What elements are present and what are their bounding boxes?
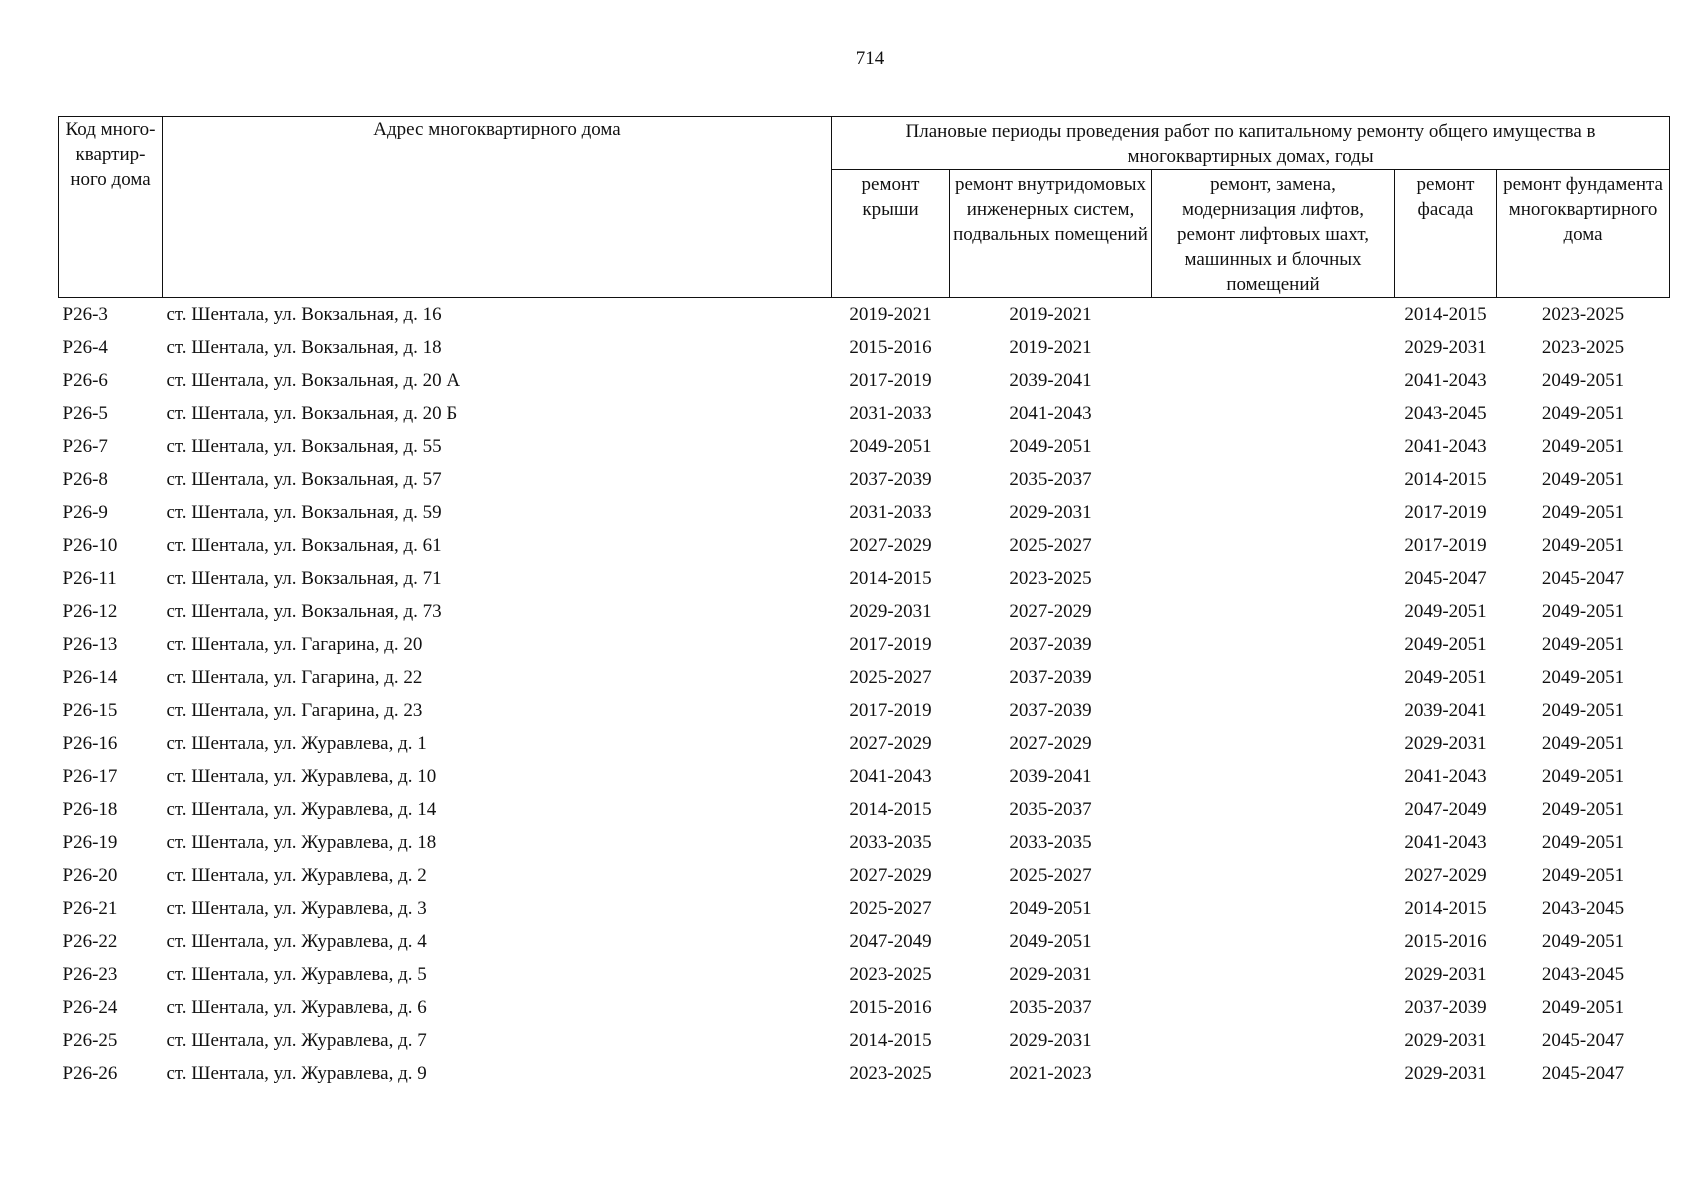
cell-lifts — [1152, 562, 1395, 595]
header-periods-group — [832, 117, 1670, 170]
cell-lifts — [1152, 364, 1395, 397]
cell-address: ст. Шентала, ул. Журавлева, д. 7 — [166, 1030, 427, 1051]
cell-code: Р26-11 — [62, 568, 117, 589]
cell-lifts — [1152, 661, 1395, 694]
cell-code: Р26-9 — [62, 502, 108, 523]
header-code: Код много-квартир-ного дома — [59, 117, 163, 298]
cell-engineering: 2025-2027 — [1009, 865, 1092, 886]
cell-foundation: 2049-2051 — [1541, 865, 1625, 886]
cell-address: ст. Шентала, ул. Вокзальная, д. 55 — [166, 436, 442, 457]
table-row — [59, 1024, 1670, 1057]
cell-lifts — [1152, 331, 1395, 364]
cell-roof: 2029-2031 — [849, 601, 932, 622]
cell-foundation: 2049-2051 — [1541, 601, 1625, 622]
cell-roof: 2031-2033 — [849, 403, 932, 424]
table-body — [59, 298, 1670, 1091]
cell-foundation: 2049-2051 — [1541, 502, 1625, 523]
cell-engineering: 2039-2041 — [1009, 370, 1092, 391]
table-row — [59, 859, 1670, 892]
cell-lifts — [1152, 628, 1395, 661]
table-row — [59, 595, 1670, 628]
cell-facade: 2015-2016 — [1404, 931, 1487, 952]
cell-code: Р26-4 — [62, 337, 108, 358]
cell-engineering: 2035-2037 — [1009, 799, 1092, 820]
cell-engineering: 2035-2037 — [1009, 469, 1092, 490]
table-row — [59, 463, 1670, 496]
header-periods-group-text: Плановые периоды проведения работ по капитальному ремонту общего имущества в многоквартирных домах, годы — [905, 121, 1596, 167]
cell-code: Р26-14 — [62, 667, 118, 688]
cell-lifts — [1152, 397, 1395, 430]
cell-code: Р26-6 — [62, 370, 108, 391]
cell-address: ст. Шентала, ул. Вокзальная, д. 57 — [166, 469, 442, 490]
cell-roof: 2049-2051 — [849, 436, 932, 457]
cell-roof: 2037-2039 — [849, 469, 932, 490]
cell-address: ст. Шентала, ул. Гагарина, д. 22 — [166, 667, 423, 688]
cell-roof: 2025-2027 — [849, 898, 932, 919]
cell-facade: 2041-2043 — [1404, 370, 1487, 391]
cell-foundation: 2045-2047 — [1541, 1063, 1625, 1084]
cell-code: Р26-22 — [62, 931, 118, 952]
cell-code: Р26-7 — [62, 436, 108, 457]
cell-engineering: 2019-2021 — [1009, 304, 1092, 325]
cell-facade: 2029-2031 — [1404, 337, 1487, 358]
cell-address: ст. Шентала, ул. Журавлева, д. 5 — [166, 964, 427, 985]
cell-code: Р26-15 — [62, 700, 118, 721]
cell-address: ст. Шентала, ул. Журавлева, д. 2 — [166, 865, 427, 886]
cell-address: ст. Шентала, ул. Вокзальная, д. 73 — [166, 601, 442, 622]
cell-code: Р26-23 — [62, 964, 118, 985]
cell-engineering: 2023-2025 — [1009, 568, 1092, 589]
cell-lifts — [1152, 430, 1395, 463]
cell-lifts — [1152, 826, 1395, 859]
cell-lifts — [1152, 793, 1395, 826]
table-row — [59, 958, 1670, 991]
cell-roof: 2017-2019 — [849, 700, 932, 721]
cell-code: Р26-10 — [62, 535, 118, 556]
cell-address: ст. Шентала, ул. Вокзальная, д. 16 — [166, 304, 442, 325]
header-roof: ремонт крыши — [832, 170, 950, 298]
header-engineering: ремонт внутридомовых инженерных систем, подвальных помещений — [950, 170, 1152, 298]
cell-address: ст. Шентала, ул. Журавлева, д. 10 — [166, 766, 437, 787]
header-address: Адрес многоквартирного дома — [163, 117, 832, 298]
cell-foundation: 2049-2051 — [1541, 469, 1625, 490]
cell-facade: 2014-2015 — [1404, 898, 1487, 919]
cell-engineering: 2049-2051 — [1009, 931, 1092, 952]
cell-facade: 2029-2031 — [1404, 733, 1487, 754]
cell-code: Р26-12 — [62, 601, 118, 622]
cell-facade: 2045-2047 — [1404, 568, 1487, 589]
cell-foundation: 2049-2051 — [1541, 733, 1625, 754]
cell-address: ст. Шентала, ул. Вокзальная, д. 59 — [166, 502, 442, 523]
cell-code: Р26-24 — [62, 997, 118, 1018]
page-number: 714 — [855, 48, 885, 69]
cell-lifts — [1152, 1024, 1395, 1057]
cell-facade: 2017-2019 — [1404, 535, 1487, 556]
table-row — [59, 793, 1670, 826]
header-foundation: ремонт фундамента многоквартирного дома — [1497, 170, 1670, 298]
cell-foundation: 2049-2051 — [1541, 667, 1625, 688]
cell-roof: 2014-2015 — [849, 568, 932, 589]
cell-lifts — [1152, 463, 1395, 496]
cell-facade: 2029-2031 — [1404, 964, 1487, 985]
cell-engineering: 2039-2041 — [1009, 766, 1092, 787]
cell-engineering: 2021-2023 — [1009, 1063, 1092, 1084]
cell-address: ст. Шентала, ул. Журавлева, д. 1 — [166, 733, 427, 754]
cell-foundation: 2043-2045 — [1541, 964, 1625, 985]
cell-facade: 2041-2043 — [1404, 832, 1487, 853]
table-row — [59, 397, 1670, 430]
cell-foundation: 2049-2051 — [1541, 535, 1625, 556]
table-row — [59, 331, 1670, 364]
table-row — [59, 727, 1670, 760]
cell-code: Р26-19 — [62, 832, 118, 853]
cell-facade: 2049-2051 — [1404, 667, 1487, 688]
table-row — [59, 562, 1670, 595]
cell-address: ст. Шентала, ул. Вокзальная, д. 61 — [166, 535, 442, 556]
cell-code: Р26-13 — [62, 634, 118, 655]
cell-facade: 2043-2045 — [1404, 403, 1487, 424]
cell-address: ст. Шентала, ул. Журавлева, д. 3 — [166, 898, 427, 919]
cell-code: Р26-16 — [62, 733, 118, 754]
cell-facade: 2029-2031 — [1404, 1063, 1487, 1084]
cell-roof: 2027-2029 — [849, 733, 932, 754]
table-row — [59, 991, 1670, 1024]
cell-engineering: 2037-2039 — [1009, 700, 1092, 721]
cell-foundation: 2049-2051 — [1541, 832, 1625, 853]
cell-foundation: 2049-2051 — [1541, 436, 1625, 457]
cell-address: ст. Шентала, ул. Журавлева, д. 6 — [166, 997, 427, 1018]
cell-code: Р26-25 — [62, 1030, 118, 1051]
cell-foundation: 2023-2025 — [1541, 304, 1625, 325]
cell-foundation: 2045-2047 — [1541, 1030, 1625, 1051]
cell-code: Р26-20 — [62, 865, 118, 886]
cell-engineering: 2029-2031 — [1009, 964, 1092, 985]
cell-address: ст. Шентала, ул. Вокзальная, д. 20 Б — [166, 403, 458, 424]
cell-facade: 2029-2031 — [1404, 1030, 1487, 1051]
cell-engineering: 2037-2039 — [1009, 634, 1092, 655]
table-row — [59, 1057, 1670, 1090]
cell-facade: 2014-2015 — [1404, 304, 1487, 325]
cell-lifts — [1152, 925, 1395, 958]
cell-code: Р26-8 — [62, 469, 108, 490]
cell-roof: 2047-2049 — [849, 931, 932, 952]
cell-engineering: 2027-2029 — [1009, 601, 1092, 622]
cell-roof: 2014-2015 — [849, 1030, 932, 1051]
table-row — [59, 529, 1670, 562]
cell-lifts — [1152, 859, 1395, 892]
cell-facade: 2027-2029 — [1404, 865, 1487, 886]
cell-foundation: 2049-2051 — [1541, 997, 1625, 1018]
cell-code: Р26-17 — [62, 766, 118, 787]
cell-foundation: 2045-2047 — [1541, 568, 1625, 589]
cell-lifts — [1152, 760, 1395, 793]
cell-roof: 2027-2029 — [849, 865, 932, 886]
cell-engineering: 2029-2031 — [1009, 1030, 1092, 1051]
cell-engineering: 2049-2051 — [1009, 898, 1092, 919]
cell-roof: 2015-2016 — [849, 997, 932, 1018]
table-row — [59, 892, 1670, 925]
cell-foundation: 2049-2051 — [1541, 931, 1625, 952]
cell-roof: 2027-2029 — [849, 535, 932, 556]
cell-address: ст. Шентала, ул. Гагарина, д. 23 — [166, 700, 423, 721]
cell-lifts — [1152, 694, 1395, 727]
cell-code: Р26-5 — [62, 403, 108, 424]
cell-foundation: 2049-2051 — [1541, 766, 1625, 787]
cell-roof: 2015-2016 — [849, 337, 932, 358]
repair-schedule-table — [58, 116, 1670, 1090]
cell-roof: 2014-2015 — [849, 799, 932, 820]
cell-lifts — [1152, 298, 1395, 332]
cell-facade: 2041-2043 — [1404, 436, 1487, 457]
cell-roof: 2019-2021 — [849, 304, 932, 325]
table-row — [59, 298, 1670, 332]
cell-roof: 2023-2025 — [849, 1063, 932, 1084]
cell-engineering: 2025-2027 — [1009, 535, 1092, 556]
table-row — [59, 496, 1670, 529]
cell-address: ст. Шентала, ул. Вокзальная, д. 71 — [166, 568, 442, 589]
cell-roof: 2025-2027 — [849, 667, 932, 688]
table-row — [59, 925, 1670, 958]
cell-address: ст. Шентала, ул. Журавлева, д. 18 — [166, 832, 437, 853]
cell-facade: 2017-2019 — [1404, 502, 1487, 523]
cell-address: ст. Шентала, ул. Журавлева, д. 14 — [166, 799, 437, 820]
cell-address: ст. Шентала, ул. Гагарина, д. 20 — [166, 634, 423, 655]
cell-roof: 2017-2019 — [849, 370, 932, 391]
cell-lifts — [1152, 958, 1395, 991]
table-row — [59, 430, 1670, 463]
cell-address: ст. Шентала, ул. Журавлева, д. 9 — [166, 1063, 427, 1084]
cell-foundation: 2049-2051 — [1541, 700, 1625, 721]
cell-lifts — [1152, 496, 1395, 529]
header-facade: ремонт фасада — [1395, 170, 1497, 298]
cell-code: Р26-3 — [62, 304, 108, 325]
cell-lifts — [1152, 991, 1395, 1024]
cell-lifts — [1152, 595, 1395, 628]
cell-address: ст. Шентала, ул. Журавлева, д. 4 — [166, 931, 427, 952]
cell-engineering: 2019-2021 — [1009, 337, 1092, 358]
cell-engineering: 2037-2039 — [1009, 667, 1092, 688]
cell-facade: 2041-2043 — [1404, 766, 1487, 787]
cell-engineering: 2029-2031 — [1009, 502, 1092, 523]
table-row — [59, 661, 1670, 694]
cell-facade: 2014-2015 — [1404, 469, 1487, 490]
cell-foundation: 2043-2045 — [1541, 898, 1625, 919]
cell-roof: 2017-2019 — [849, 634, 932, 655]
cell-engineering: 2033-2035 — [1009, 832, 1092, 853]
cell-lifts — [1152, 529, 1395, 562]
cell-facade: 2049-2051 — [1404, 634, 1487, 655]
cell-lifts — [1152, 892, 1395, 925]
cell-address: ст. Шентала, ул. Вокзальная, д. 20 А — [166, 370, 461, 391]
cell-engineering: 2035-2037 — [1009, 997, 1092, 1018]
table-row — [59, 694, 1670, 727]
cell-lifts — [1152, 1057, 1395, 1090]
cell-facade: 2047-2049 — [1404, 799, 1487, 820]
table-row — [59, 628, 1670, 661]
cell-code: Р26-18 — [62, 799, 118, 820]
table-row — [59, 760, 1670, 793]
cell-facade: 2049-2051 — [1404, 601, 1487, 622]
cell-foundation: 2049-2051 — [1541, 370, 1625, 391]
cell-foundation: 2049-2051 — [1541, 403, 1625, 424]
table-row — [59, 826, 1670, 859]
cell-lifts — [1152, 727, 1395, 760]
cell-roof: 2033-2035 — [849, 832, 932, 853]
cell-foundation: 2049-2051 — [1541, 799, 1625, 820]
table-row — [59, 364, 1670, 397]
cell-code: Р26-26 — [62, 1063, 118, 1084]
table-header — [59, 117, 1670, 298]
cell-code: Р26-21 — [62, 898, 118, 919]
cell-engineering: 2049-2051 — [1009, 436, 1092, 457]
cell-foundation: 2023-2025 — [1541, 337, 1625, 358]
cell-foundation: 2049-2051 — [1541, 634, 1625, 655]
cell-roof: 2031-2033 — [849, 502, 932, 523]
header-lifts: ремонт, замена, модернизация лифтов, ремонт лифтовых шахт, машинных и блочных помещений — [1152, 170, 1395, 298]
cell-facade: 2037-2039 — [1404, 997, 1487, 1018]
cell-roof: 2041-2043 — [849, 766, 932, 787]
cell-facade: 2039-2041 — [1404, 700, 1487, 721]
cell-address: ст. Шентала, ул. Вокзальная, д. 18 — [166, 337, 442, 358]
cell-engineering: 2041-2043 — [1009, 403, 1092, 424]
cell-engineering: 2027-2029 — [1009, 733, 1092, 754]
cell-roof: 2023-2025 — [849, 964, 932, 985]
